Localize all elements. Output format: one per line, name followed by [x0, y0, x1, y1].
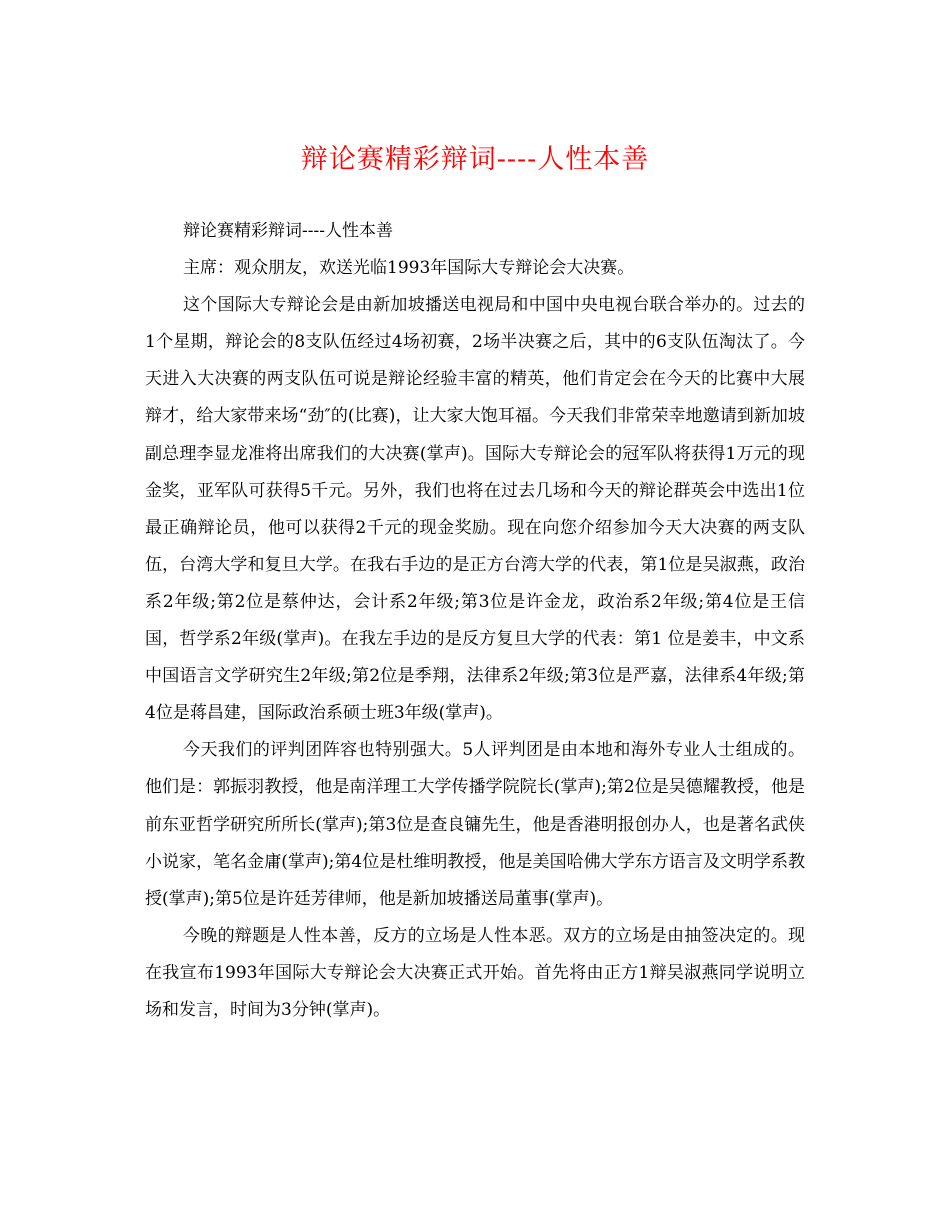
- paragraph-topic: 今晚的辩题是人性本善，反方的立场是人性本恶。双方的立场是由抽签决定的。现在我宣布1993年国际大专辩论会大决赛正式开始。首先将由正方1辩吴淑燕同学说明立场和发言，时间为3分钟(掌声)。: [145, 925, 805, 1020]
- paragraph-chair-welcome: 主席：观众朋友，欢送光临1993年国际大专辩论会大决赛。: [183, 258, 635, 279]
- paragraph-introduction: 这个国际大专辩论会是由新加坡播送电视局和中国中央电视台联合举办的。过去的1个星期，辩论会的8支队伍经过4场初赛，2场半决赛之后，其中的6支队伍淘汰了。今天进入大决赛的两支队伍可说是辩论经验丰富的精英，他们肯定会在今天的比赛中大展辩才，给大家带来场“劲″的(比赛)，让大家大饱耳福。今天我们非常荣幸地邀请到新加坡副总理李显龙准将出席我们的大决赛(掌声)。国际大专辩论会的冠军队将获得1万元的现金奖，亚军队可获得5千元。另外，我们也将在过去几场和今天的辩论群英会中选出1位最正确辩论员，他可以获得2千元的现金奖励。现在向您介绍参加今天大决赛的两支队伍，台湾大学和复旦大学。在我右手边的是正方台湾大学的代表，第1位是吴淑燕，政治系2年级;第2位是蔡仲达，会计系2年级;第3位是许金龙，政治系2年级;第4位是王信国，哲学系2年级(掌声)。在我左手边的是反方复旦大学的代表：第1 位是姜丰，中文系中国语言文学研究生2年级;第2位是季翔，法律系2年级;第3位是严嘉，法律系4年级;第4位是蒋昌建，国际政治系硕士班3年级(掌声)。: [145, 295, 805, 724]
- paragraph-judges: 今天我们的评判团阵容也特别强大。5人评判团是由本地和海外专业人士组成的。他们是：郭振羽教授，他是南洋理工大学传播学院院长(掌声);第2位是吴德耀教授，他是前东亚哲学研究所所长(掌声);第3位是查良镛先生，他是香港明报创办人，也是著名武侠小说家，笔名金庸(掌声);第4位是杜维明教授，他是美国哈佛大学东方语言及文明学系教授(掌声);第5位是许廷芳律师，他是新加坡播送局董事(掌声)。: [145, 740, 805, 909]
- document-body: [145, 213, 805, 1029]
- document-title: 辩论赛精彩辩词----人性本善: [300, 144, 650, 175]
- paragraph-subtitle: 辩论赛精彩辩词----人性本善: [183, 221, 393, 241]
